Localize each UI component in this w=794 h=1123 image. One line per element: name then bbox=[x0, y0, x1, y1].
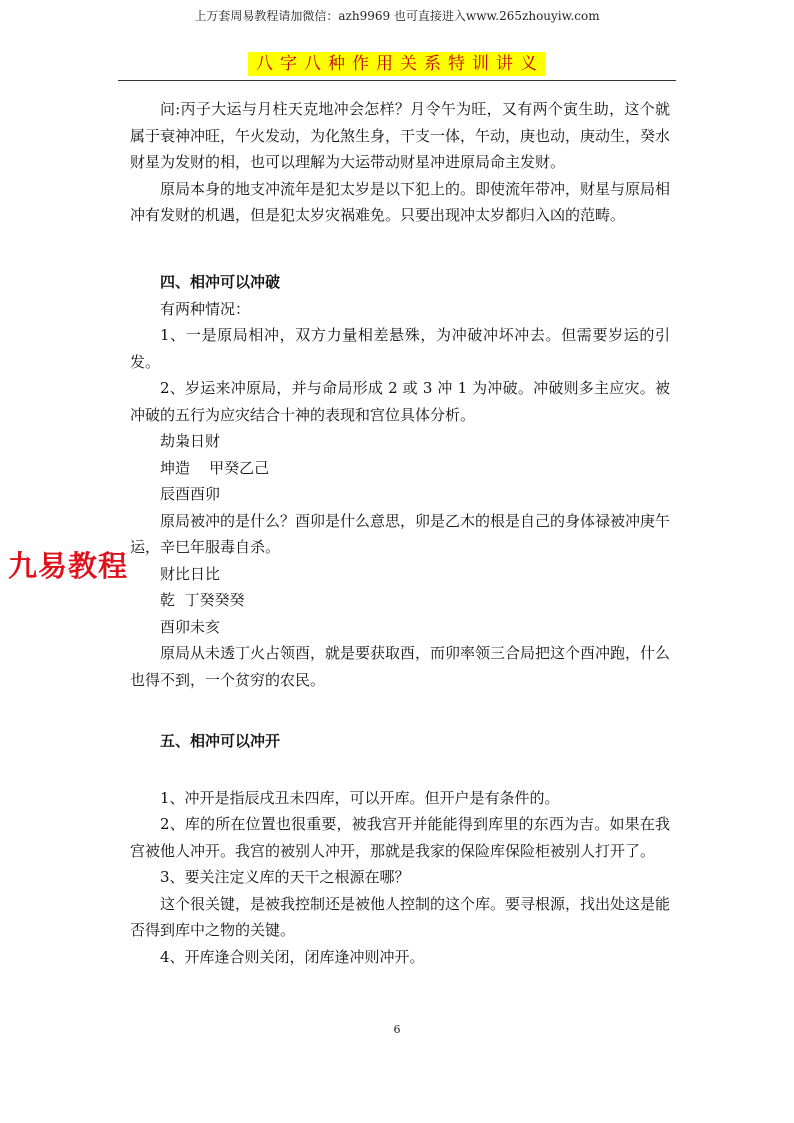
paragraph: 原局从未透丁火占领酉，就是要获取酉，而卯率领三合局把这个酉冲跑，什么也得不到，一个贫穷的农民。 bbox=[130, 644, 671, 689]
list-item: 2、库的所在位置也很重要，被我宫开并能能得到库里的东西为吉。如果在我宫被他人冲开。我宫的被别人冲开，那就是我家的保险库保险柜被别人打开了。 bbox=[130, 815, 670, 860]
list-item: 2、岁运来冲原局，并与命局形成 2 或 3 冲 1 为冲破。冲破则多主应灾。被冲破的五行为应灾结合十神的表现和宫位具体分析。 bbox=[130, 379, 670, 424]
chart-line: 坤造 甲癸乙己 bbox=[160, 458, 270, 477]
list-item: 1、冲开是指辰戌丑未四库，可以开库。但开户是有条件的。 bbox=[160, 788, 560, 807]
header-title: 八字八种作用关系特训讲义 bbox=[248, 52, 546, 76]
paragraph: 原局被冲的是什么？酉卯是什么意思，卯是乙木的根是自己的身体禄被冲庚午运，辛巳年服毒自杀。 bbox=[130, 511, 671, 556]
paragraph: 这个很关键，是被我控制还是被他人控制的这个库。要寻根源，找出处这是能否得到库中之物的关键。 bbox=[130, 894, 671, 939]
chart-line: 辰酉酉卯 bbox=[160, 485, 221, 503]
list-item: 4、开库逢合则关闭，闭库逢冲则冲开。 bbox=[160, 947, 425, 966]
paragraph: 原局本身的地支冲流年是犯太岁是以下犯上的。即使流年带冲，财星与原局相冲有发财的机遇，但是犯太岁灾祸难免。只要出现冲太岁都归入凶的范畴。 bbox=[130, 179, 671, 224]
section-heading-4: 四、相冲可以冲破 bbox=[160, 273, 281, 291]
chart-line: 酉卯未亥 bbox=[160, 617, 221, 636]
paragraph: 问:丙子大运与月柱天克地冲会怎样？月令午为旺，又有两个寅生助，这个就属于衰神冲旺，午火发动，为化煞生身，干支一体，午动，庚也动，庚动生，癸水财星为发财的相，也可以理解为大运带动财星冲进原局命主发财。 bbox=[130, 100, 671, 171]
page-number: 6 bbox=[393, 1023, 401, 1036]
chart-line: 劫枭日财 bbox=[160, 432, 221, 450]
chart-line: 财比日比 bbox=[160, 564, 221, 583]
running-header bbox=[118, 52, 676, 81]
top-notice: 上万套周易教程请加微信：azh9969 也可直接进入www.265zhouyiw.com bbox=[194, 9, 600, 23]
section-heading-5: 五、相冲可以冲开 bbox=[160, 731, 281, 750]
paragraph: 有两种情况： bbox=[160, 299, 251, 318]
chart-line: 乾 丁癸癸癸 bbox=[160, 591, 245, 609]
document-body bbox=[130, 96, 670, 970]
list-item: 1、一是原局相冲，双方力量相差悬殊，为冲破冲坏冲去。但需要岁运的引发。 bbox=[130, 326, 670, 371]
list-item: 3、要关注定义库的天干之根源在哪？ bbox=[160, 868, 410, 886]
watermark-logo: 九易教程 bbox=[8, 549, 129, 583]
